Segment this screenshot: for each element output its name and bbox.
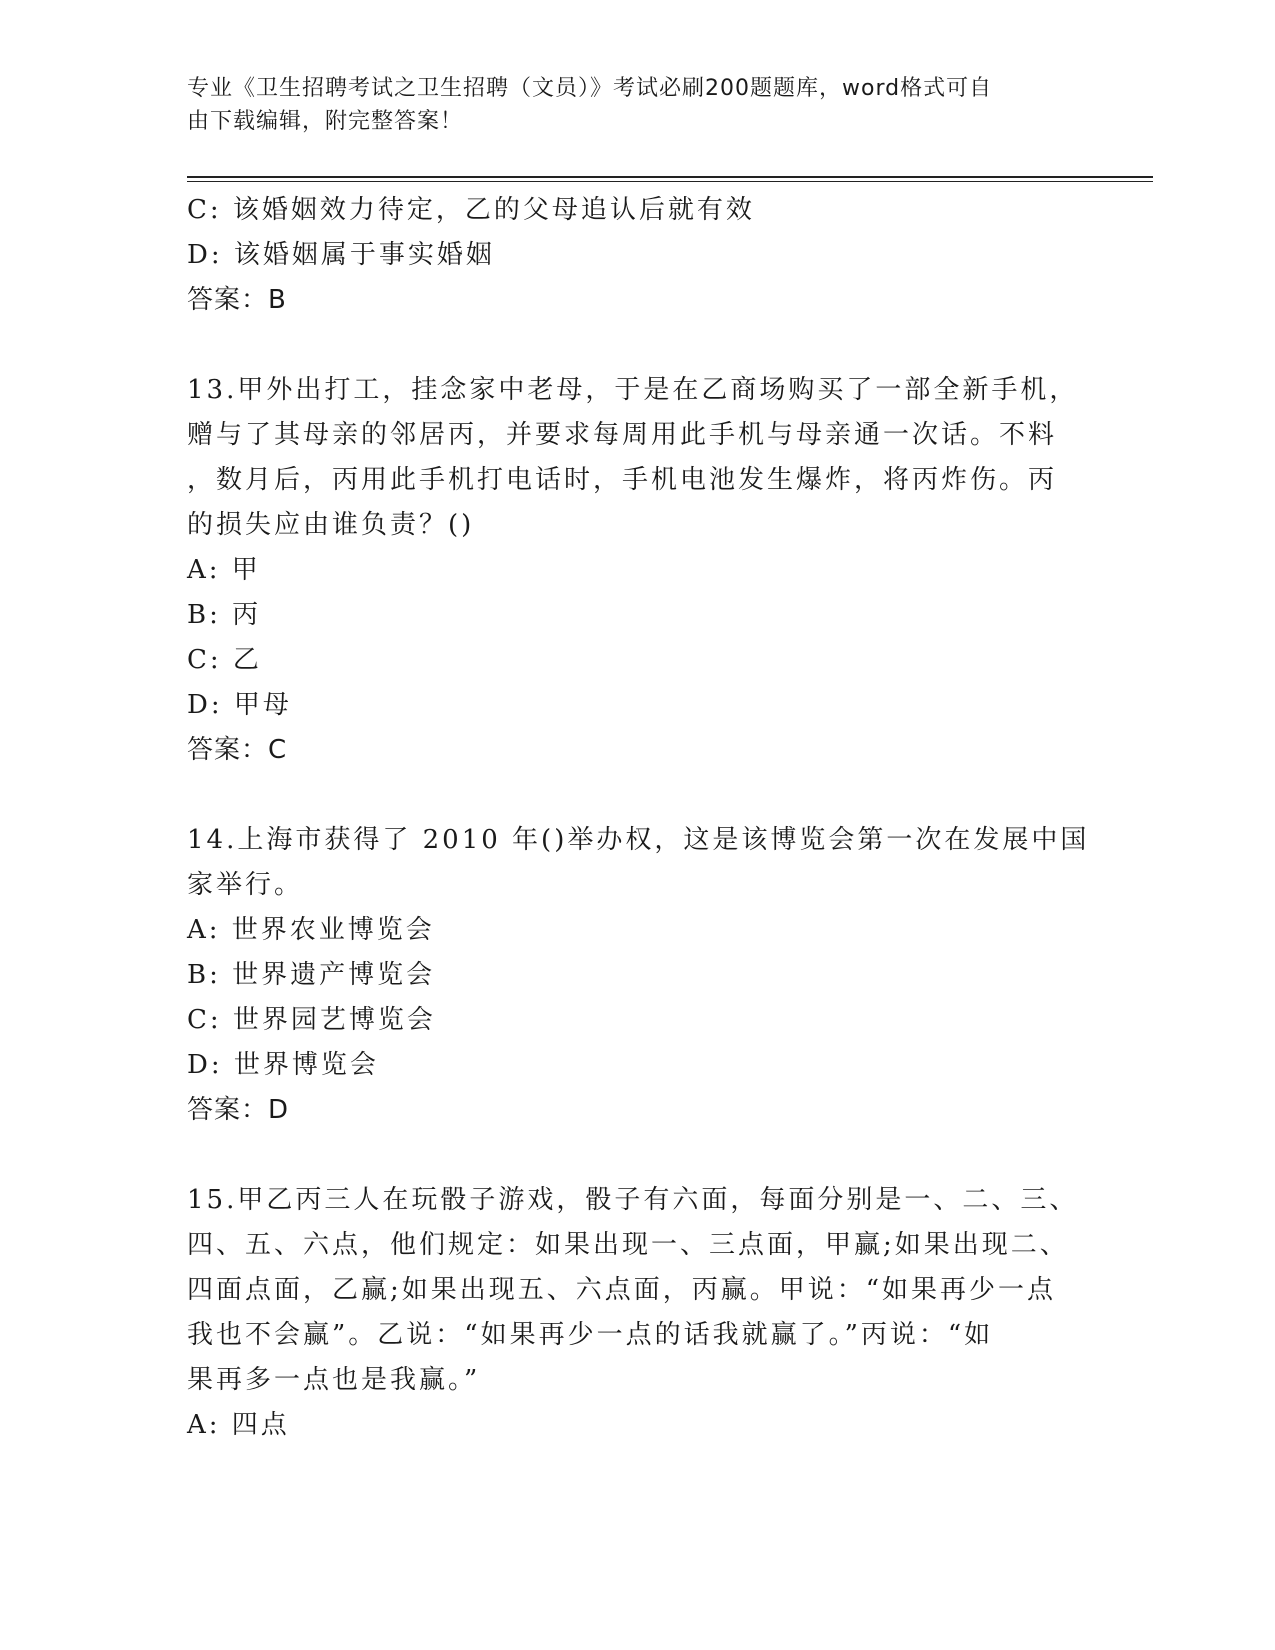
question-text <box>187 368 1079 548</box>
answer-line: 答案：D <box>187 1095 290 1125</box>
option-d: D: 甲母 <box>187 690 292 720</box>
option-c: C: 世界园艺博览会 <box>187 1005 436 1035</box>
option-a: A: 甲 <box>187 555 261 585</box>
question-line: 13.甲外出打工，挂念家中老母，于是在乙商场购买了一部全新手机， <box>187 375 1079 405</box>
option-b: B: 丙 <box>187 600 262 630</box>
spacer <box>187 323 1087 368</box>
question-15 <box>187 1178 1087 1448</box>
answer-line: 答案：B <box>187 285 287 315</box>
option-c: C: 乙 <box>187 645 262 675</box>
option-a: A: 世界农业博览会 <box>187 915 435 945</box>
question-text <box>187 1178 1079 1403</box>
header-line-2: 由下载编辑，附完整答案！ <box>187 109 464 134</box>
option-a: A: 四点 <box>187 1410 290 1440</box>
document-header <box>187 72 1067 138</box>
header-divider-thin <box>187 181 1153 182</box>
question-line: 四面点面，乙赢;如果出现五、六点面，丙赢。甲说：“如果再少一点 <box>187 1275 1057 1305</box>
question-line: 的损失应由谁负责？() <box>187 510 475 540</box>
question-13 <box>187 368 1087 773</box>
header-line-1: 专业《卫生招聘考试之卫生招聘（文员）》考试必刷200题题库，word格式可自 <box>187 76 993 101</box>
question-line: 14.上海市获得了 2010 年()举办权，这是该博览会第一次在发展中国 <box>187 825 1090 855</box>
question-line: 家举行。 <box>187 870 304 900</box>
question-line: 我也不会赢”。乙说：“如果再少一点的话我就赢了。”丙说：“如 <box>187 1320 994 1350</box>
spacer <box>187 773 1087 818</box>
question-line: 四、五、六点，他们规定：如果出现一、三点面，甲赢;如果出现二、 <box>187 1230 1069 1260</box>
option-b: B: 世界遗产博览会 <box>187 960 436 990</box>
question-line: 赠与了其母亲的邻居丙，并要求每周用此手机与母亲通一次话。不料 <box>187 420 1058 450</box>
header-divider-thick <box>187 176 1153 178</box>
question-line: 果再多一点也是我赢。” <box>187 1365 481 1395</box>
option-d: D: 该婚姻属于事实婚姻 <box>187 240 495 270</box>
question-text <box>187 818 1090 908</box>
spacer <box>187 1133 1087 1178</box>
option-c: C: 该婚姻效力待定，乙的父母追认后就有效 <box>187 195 755 225</box>
question-line: 15.甲乙丙三人在玩骰子游戏，骰子有六面，每面分别是一、二、三、 <box>187 1185 1079 1215</box>
answer-line: 答案：C <box>187 735 288 765</box>
question-12-tail <box>187 188 1087 323</box>
question-14 <box>187 818 1090 1133</box>
document-body <box>187 188 1090 1448</box>
option-d: D: 世界博览会 <box>187 1050 379 1080</box>
question-line: ，数月后，丙用此手机打电话时，手机电池发生爆炸，将丙炸伤。丙 <box>187 465 1058 495</box>
